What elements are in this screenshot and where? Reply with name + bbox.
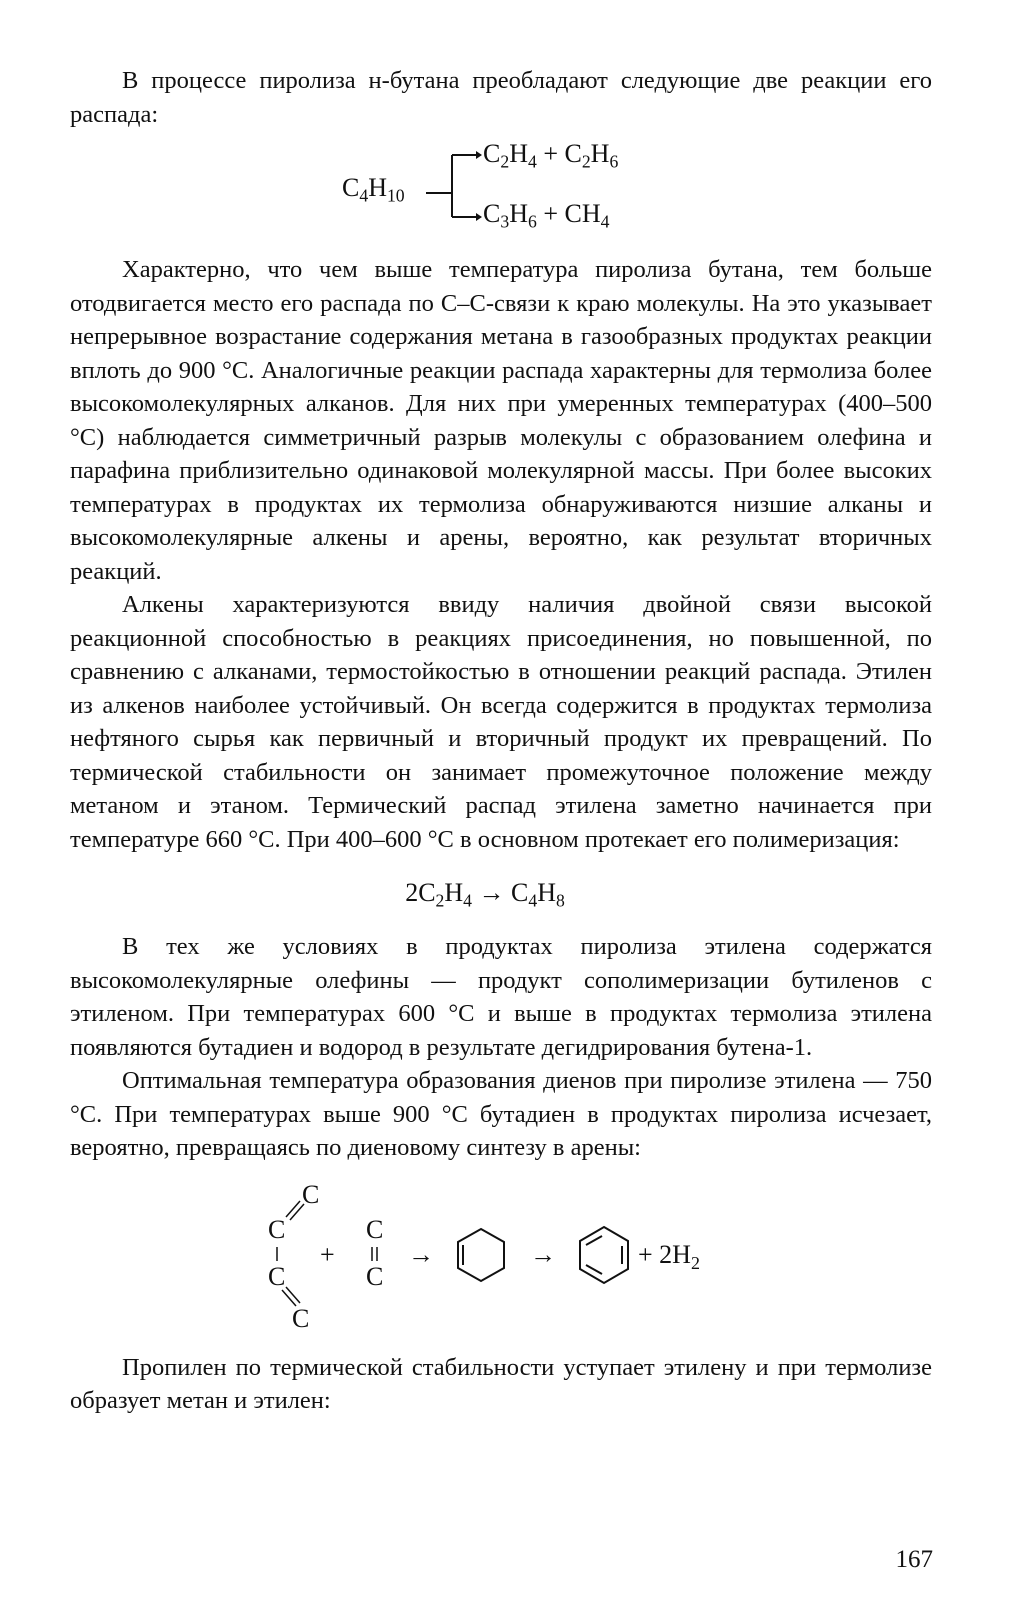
paragraph-5: Оптимальная температура образования диенов при пиролизе этилена — 750 °С. При температурах выше 900 °С бутадиен в продуктах пиролиза исчезает, вероятно, превращаясь по диеновому синтезу в арены:: [70, 1067, 932, 1161]
atom-c2: C: [268, 1214, 286, 1244]
reaction-arrow-2: →: [530, 1239, 556, 1269]
diene-synthesis-diagram: [70, 1173, 932, 1337]
page-number: 167: [895, 1546, 933, 1573]
atom-c6: C: [366, 1261, 384, 1291]
atom-c4: C: [292, 1303, 310, 1333]
page-content: [70, 64, 932, 1418]
reaction-arrow-1: →: [408, 1239, 434, 1269]
butane-pyrolysis-equation: [70, 135, 932, 253]
cyclohexene-icon: [458, 1229, 504, 1281]
paragraph-3: Алкены характеризуются ввиду наличия двойной связи высокой реакционной способностью в реакциях присоединения, но повышенной, по сравнению с алканами, термостойкостью в отношении реакций распада. Этилен из алкенов наиболее устойчивый. Он всегда содержится в продуктах термолиза нефтяного сырья как первичный и вторичный продукт их превращений. По термической стабильности он занимает промежуточное положение между метаном и этаном. Термический распад этилена заметно начинается при температуре 660 °С. При 400–600 °С в основном протекает его полимеризация:: [70, 591, 932, 853]
branch-arrow-icon: [426, 147, 482, 229]
paragraph-1: В процессе пиролиза н-бутана преобладают следующие две реакции его распада:: [70, 67, 932, 128]
paragraph-6: Пропилен по термической стабильности уступает этилену и при термолизе образует метан и этилен:: [70, 1353, 932, 1414]
equation-products-2: $C_3H_6 + CH_4$: [483, 199, 610, 232]
atom-c1: C: [302, 1179, 320, 1209]
benzene-icon: [580, 1227, 628, 1283]
ethylene-polymerization-equation: $2C_2H_4 \to C_4H_8$: [405, 878, 565, 911]
atom-c5: C: [366, 1214, 384, 1244]
paragraph-2: Характерно, что чем выше температура пиролиза бутана, тем больше отодвигается место его распада по С–С-связи к краю молекулы. На это указывает непрерывное возрастание содержания метана в газообразных продуктах реакции вплоть до 900 °С. Аналогичные реакции распада характерны для термолиза более высокомолекулярных алканов. Для них при умеренных температурах (400–500 °С) наблюдается симметричный разрыв молекулы с образованием олефина и парафина приблизительно одинаковой молекулярной массы. При более высоких температурах в продуктах их термолиза обнаруживаются низшие алканы и высокомолекулярные алкены и арены, вероятно, как результат вторичных реакций.: [70, 256, 932, 585]
atom-c3: C: [268, 1261, 286, 1291]
equation-products-1: $C_2H_4 + C_2H_6$: [483, 139, 619, 172]
diene-synthesis-scheme: [70, 1173, 932, 1337]
hydrogen-product: + $2H_2$: [638, 1239, 700, 1273]
equation-reactant: $C_4H_{10}$: [342, 173, 405, 206]
paragraph-4: В тех же условиях в продуктах пиролиза этилена содержатся высокомолекулярные олефины — продукт сополимеризации бутиленов с этиленом. При температурах 600 °С и выше в продуктах термолиза этилена появляются бутадиен и водород в результате дегидрирования бутена-1.: [70, 933, 932, 1061]
plus-sign: +: [320, 1239, 335, 1269]
